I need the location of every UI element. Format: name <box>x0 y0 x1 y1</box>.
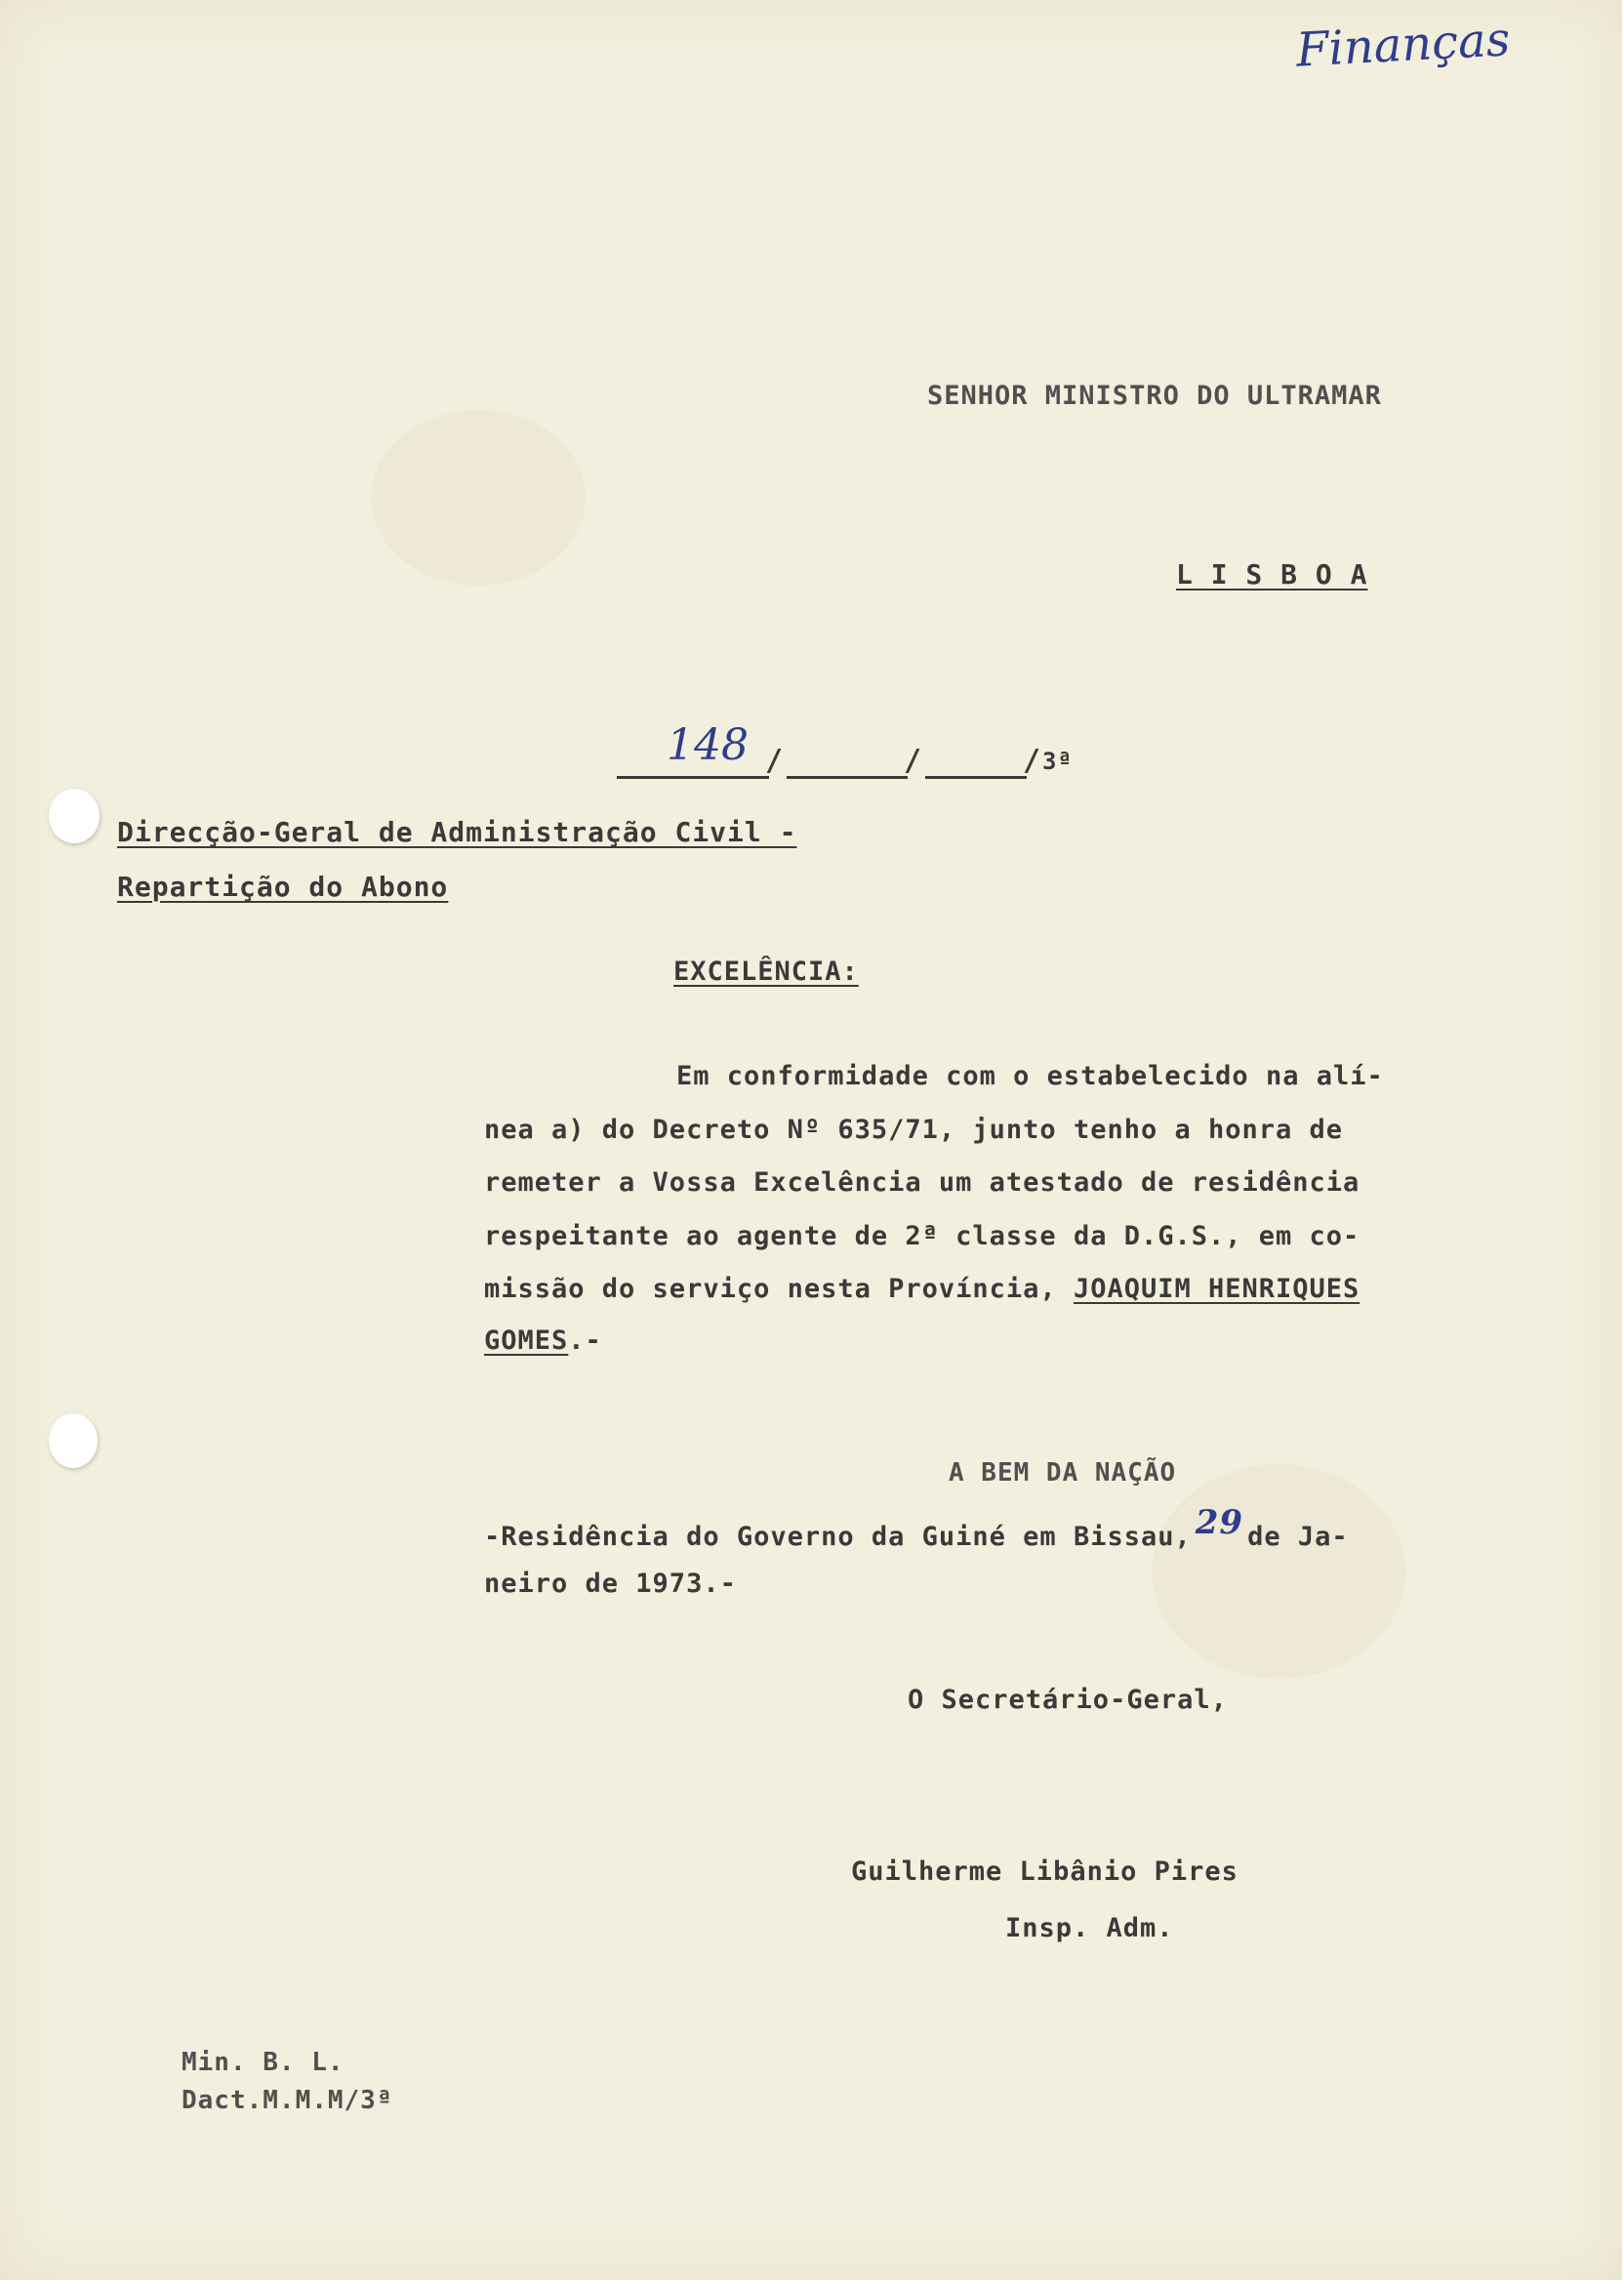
department-name: Direcção-Geral de Administração Civil - <box>117 816 797 848</box>
reference-suffix: 3ª <box>1042 748 1073 775</box>
reference-blank <box>617 776 769 779</box>
body-line-5 <box>484 1274 1360 1304</box>
signature-title: O Secretário-Geral, <box>908 1685 1228 1715</box>
footer-line-1: Min. B. L. <box>182 2048 345 2077</box>
closing-motto: A BEM DA NAÇÃO <box>949 1458 1177 1488</box>
agent-name-part-1: JOAQUIM HENRIQUES <box>1073 1274 1360 1304</box>
agent-name-part-2: GOMES <box>484 1326 569 1356</box>
closing-date-line: neiro de 1973.- <box>484 1569 737 1599</box>
body-line-6 <box>484 1326 602 1356</box>
signature-role: Insp. Adm. <box>1005 1913 1174 1943</box>
body-line-3: remeter a Vossa Excelência um atestado de residência <box>484 1167 1360 1198</box>
handwritten-annotation: Finanças <box>1294 12 1512 78</box>
paper-stain <box>1152 1464 1405 1679</box>
department-line-1 <box>117 816 796 848</box>
reference-slash: / <box>904 744 922 778</box>
handwritten-day: 29 <box>1195 1503 1244 1542</box>
scan-edge-bottom <box>0 2280 1624 2284</box>
reference-slash: / <box>1023 744 1041 778</box>
salutation: EXCELÊNCIA: <box>673 957 859 987</box>
closing-place-suffix: de Ja- <box>1247 1522 1349 1552</box>
body-line-5-text: missão do serviço nesta Província, <box>484 1274 1074 1304</box>
body-line-2: nea a) do Decreto Nº 635/71, junto tenho a honra de <box>484 1115 1344 1145</box>
department-line-2: Repartição do Abono <box>117 871 449 903</box>
body-line-4: respeitante ao agente de 2ª classe da D.G.S., em co- <box>484 1221 1360 1251</box>
signature-name: Guilherme Libânio Pires <box>851 1856 1238 1887</box>
closing-place: -Residência do Governo da Guiné em Bissau, <box>484 1522 1192 1552</box>
reference-blank <box>787 776 908 779</box>
body-line-1: Em conformidade com o estabelecido na alí- <box>676 1061 1384 1091</box>
body-line-6-suffix: .- <box>568 1326 602 1356</box>
reference-number: 148 <box>667 720 749 770</box>
footer-line-2: Dact.M.M.M/3ª <box>182 2086 393 2115</box>
addressee: SENHOR MINISTRO DO ULTRAMAR <box>927 381 1382 411</box>
reference-blank <box>925 776 1027 779</box>
punch-hole-top <box>49 789 100 843</box>
city: L I S B O A <box>1176 558 1368 591</box>
punch-hole-bottom <box>49 1413 98 1468</box>
paper-stain <box>371 410 586 586</box>
closing-place-line <box>484 1503 1349 1554</box>
reference-slash: / <box>765 744 784 778</box>
